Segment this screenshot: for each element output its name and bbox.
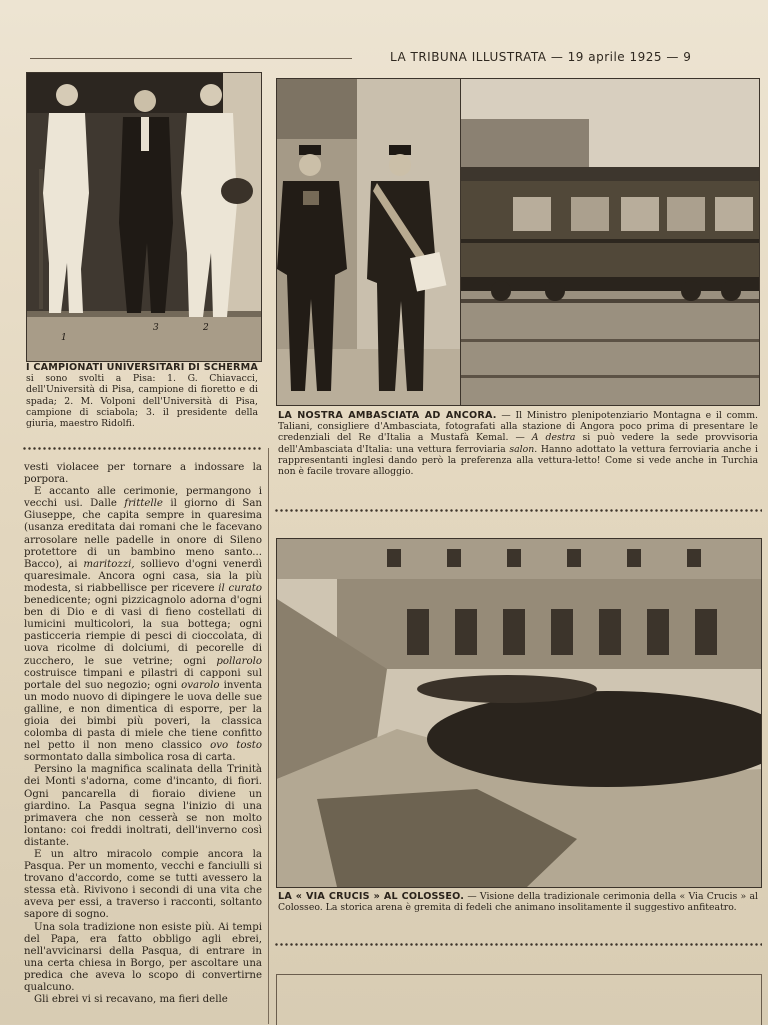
article-p4: E un altro miracolo compie ancora la Pasqua. Per un momento, vecchi e fanciulli si trovano d'accordo, come se tutti avessero la stessa età. Rivivono i secondi di una vita che aveva per essi, a traverso i racconti, soltanto sapore di sogno.: [24, 849, 262, 921]
separator-right-bottom: [274, 942, 762, 947]
bottom-frame: [276, 974, 762, 1025]
article-p2-a: E accanto alle cerimonie, permangono i vecchi usi. Dalle: [24, 486, 262, 510]
article-p2-j: ovarolo: [181, 679, 220, 691]
caption-colosseum-text: — Visione della tradizionale cerimonia della « Via Crucis » al Colosseo. La storica arena è gremita di fedeli che animano insolitamente il suggestivo anfiteatro.: [278, 891, 758, 914]
photo-colosseum-via-crucis: [276, 538, 762, 888]
caption-embassy-text-3: Hanno adottato la vettura ferroviaria anche i rappresentanti inglesi dando però la preferenza alla vettura-letto! Come si vede anche in Turchia non è facile trovare alloggio.: [278, 443, 758, 478]
article-column: [24, 462, 262, 1024]
caption-fencing-title: I CAMPIONATI UNIVERSITARI DI SCHERMA: [26, 362, 258, 373]
article-p1: vesti violacee per tornare a indossare la porpora.: [24, 462, 262, 486]
photo-fencing-champions: [26, 72, 262, 362]
article-p2-b: frittelle: [124, 498, 163, 510]
article-p2-d: maritozzi,: [83, 558, 135, 570]
article-p2: [24, 486, 262, 764]
article-p2-l: ovo tosto: [210, 740, 262, 752]
photo-label-2: 2: [203, 323, 209, 333]
article-p2-e: sollievo d'ogni venerdì quaresimale. Ancora ogni casa, sia la più modesta, si riabbellisce per ricevere: [24, 558, 262, 594]
caption-embassy-italic-1: A destra: [531, 432, 576, 444]
caption-embassy-italic-2: salon.: [509, 443, 538, 455]
column-divider: [268, 448, 269, 1024]
article-p2-i: costruisce timpani e pilastri di capponi sul portale del suo negozio; ogni: [24, 667, 262, 691]
header-rule-left: [30, 58, 352, 59]
masthead-line: [390, 50, 691, 64]
article-p2-c: il giorno di San Giuseppe, che capita sempre in quaresima (usanza ereditata dai romani che le facevano arrosolare nelle padelle in onore di Sileno protettore di un bambino meno santo... Bacco), ai: [24, 498, 262, 570]
caption-colosseum: [278, 891, 758, 913]
photo-ambassadors: [276, 78, 462, 406]
page-header: [30, 48, 756, 70]
caption-embassy-text-1: — Il Ministro plenipotenziario Montagna e il comm. Taliani, consigliere d'Ambasciata, fotografati alla stazione di Angora poco prima di presentare le credenziali del Re d'Italia a Mustafà Kemal. —: [278, 410, 758, 444]
separator-left-top: [22, 446, 262, 451]
caption-embassy: [278, 410, 758, 477]
article-p3: Persino la magnifica scalinata della Trinità dei Monti s'adorna, come d'incanto, di fiori. Ogni pancarella di fioraio diviene un giardino. La Pasqua segna l'inizio di una primavera che non cesserà se non molto lontano: coi freddi inoltrati, dell'inverno così distante.: [24, 764, 262, 848]
article-p2-k: inventa un modo nuovo di dipingere le uova delle sue galline, e non dimentica di esporre, per la gioia dei bimbi più poveri, la classica colomba di pasta di miele che tiene confitto nel petto il non meno classico: [24, 679, 262, 752]
photo-label-1: 1: [61, 333, 67, 343]
caption-embassy-title: LA NOSTRA AMBASCIATA AD ANCORA.: [278, 410, 497, 421]
caption-embassy-text-2: si può vedere la sede provvisoria dell'Ambasciata d'Italia: una vettura ferroviaria: [278, 432, 758, 455]
article-p2-h: pollarolo: [216, 655, 262, 667]
photo-train-embassy: [460, 78, 760, 406]
caption-fencing-text: si sono svolti a Pisa: 1. G. Chiavacci, dell'Università di Pisa, campione di fioretto e di spada; 2. M. Volponi dell'Università di Pisa, campione di sciabola; 3. il presidente della giuria, maestro Ridolfi.: [26, 373, 258, 430]
separator-right-top: [274, 508, 762, 513]
caption-colosseum-title: LA « VIA CRUCIS » AL COLOSSEO.: [278, 891, 465, 902]
issue-date: — 19 aprile 1925 —: [550, 50, 679, 64]
article-p2-m: sormontato dalla simbolica rosa di carta.: [24, 752, 236, 764]
article-p2-g: benedicente; ogni pizzicagnolo adorna d'ogni ben di Dio e di vasi di fieno costellati di lumicini multicolori, la sua bottega; ogni pasticceria riempie di pesci di cioccolata, di uova ricolme di dolciumi, di pecorelle di zucchero, le sue vetrine; ogni: [24, 595, 262, 667]
article-p2-f: il curato: [218, 582, 262, 594]
article-p5: Una sola tradizione non esiste più. Ai tempi del Papa, era fatto obbligo agli ebrei, nell'avvicinarsi della Pasqua, di entrare in una certa chiesa in Borgo, per ascoltare una predica che aveva lo scopo di convertirne qualcuno.: [24, 921, 262, 994]
photo-label-3: 3: [153, 323, 159, 333]
page-number: 9: [683, 50, 692, 64]
caption-fencing: [26, 362, 258, 429]
masthead: LA TRIBUNA ILLUSTRATA: [390, 50, 547, 64]
article-p6: Gli ebrei vi si recavano, ma fieri delle: [34, 994, 228, 1006]
